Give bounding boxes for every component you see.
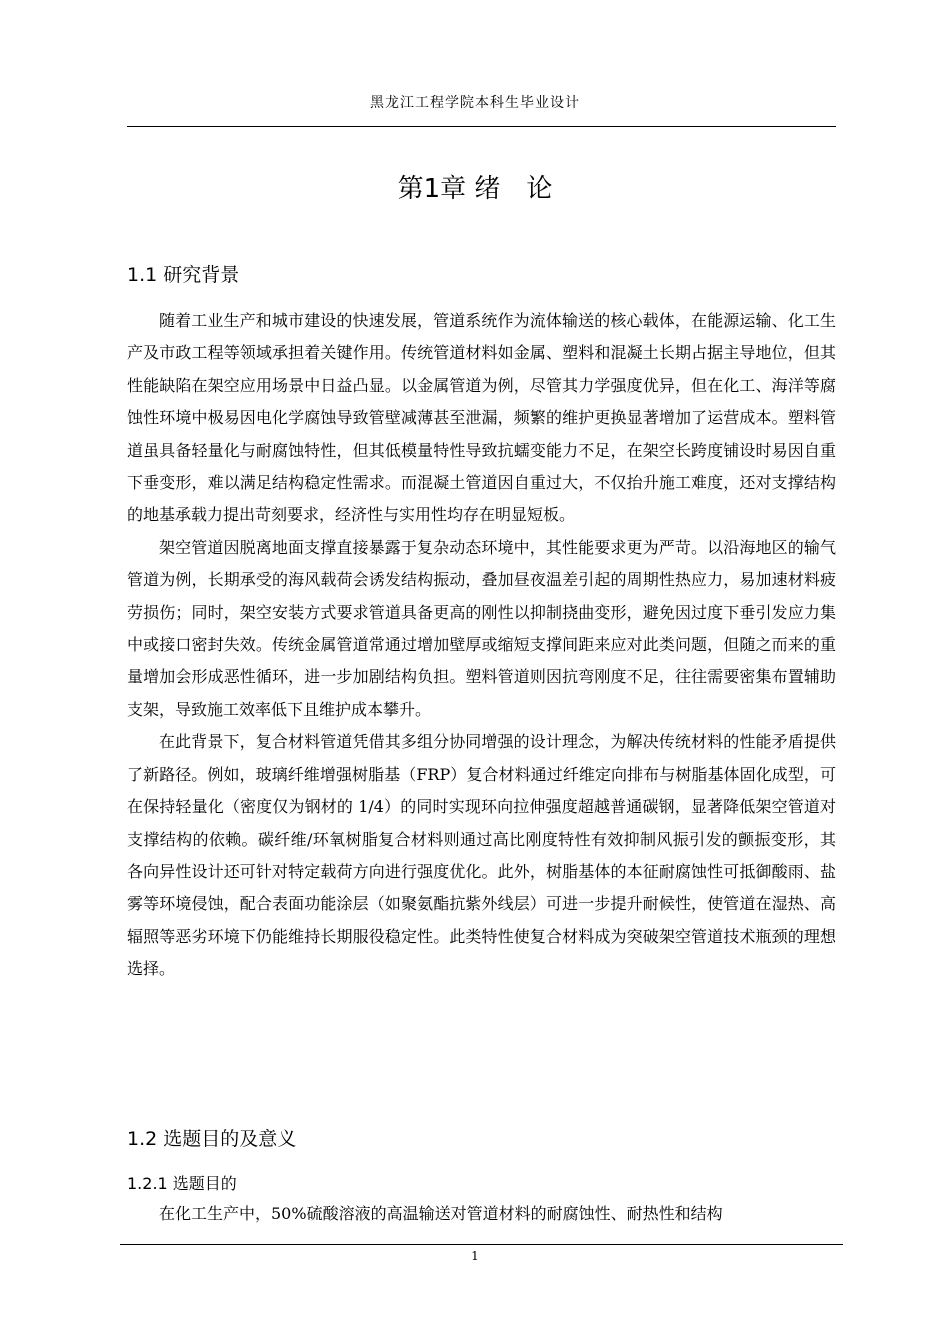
paragraph-3: 在此背景下，复合材料管道凭借其多组分协同增强的设计理念，为解决传统材料的性能矛盾提供了新路径。例如，玻璃纤维增强树脂基（FRP）复合材料通过纤维定向排布与树脂基体固化成型，可在保持轻量化（密度仅为钢材的 1/4）的同时实现环向拉伸强度超越普通碳钢，显著降低架空管道对支撑结构的依赖。碳纤维/环氧树脂复合材料则通过高比刚度特性有效抑制风振引发的颤振变形，其各向异性设计还可针对特定载荷方向进行强度优化。此外，树脂基体的本征耐腐蚀性可抵御酸雨、盐雾等环境侵蚀，配合表面功能涂层（如聚氨酯抗紫外线层）可进一步提升耐候性，使管道在湿热、高辐照等恶劣环境下仍能维持长期服役稳定性。此类特性使复合材料成为突破架空管道技术瓶颈的理想选择。: [127, 732, 836, 979]
header-rule: [127, 126, 836, 127]
body-section-1-2-1: [127, 1198, 836, 1230]
paragraph-2: 架空管道因脱离地面支撑直接暴露于复杂动态环境中，其性能要求更为严苛。以沿海地区的输气管道为例，长期承受的海风载荷会诱发结构振动，叠加昼夜温差引起的周期性热应力，易加速材料疲劳损伤；同时，架空安装方式要求管道具备更高的刚性以抑制挠曲变形，避免因过度下垂引发应力集中或接口密封失效。传统金属管道常通过增加壁厚或缩短支撑间距来应对此类问题，但随之而来的重量增加会形成恶性循环，进一步加剧结构负担。塑料管道则因抗弯刚度不足，往往需要密集布置辅助支架，导致施工效率低下且维护成本攀升。: [127, 537, 836, 719]
section-heading-1-2-1: 1.2.1 选题目的: [127, 1174, 237, 1193]
paragraph-4: 在化工生产中，50%硫酸溶液的高温输送对管道材料的耐腐蚀性、耐热性和结构: [159, 1204, 723, 1223]
running-header: 黑龙江工程学院本科生毕业设计: [370, 95, 580, 111]
section-heading-1-2: 1.2 选题目的及意义: [127, 1128, 297, 1150]
paragraph-1: 随着工业生产和城市建设的快速发展，管道系统作为流体输送的核心载体，在能源运输、化工生产及市政工程等领域承担着关键作用。传统管道材料如金属、塑料和混凝土长期占据主导地位，但其性能缺陷在架空应用场景中日益凸显。以金属管道为例，尽管其力学强度优异，但在化工、海洋等腐蚀性环境中极易因电化学腐蚀导致管壁减薄甚至泄漏，频繁的维护更换显著增加了运营成本。塑料管道虽具备轻量化与耐腐蚀特性，但其低模量特性导致抗蠕变能力不足，在架空长跨度铺设时易因自重下垂变形，难以满足结构稳定性需求。而混凝土管道因自重过大，不仅抬升施工难度，还对支撑结构的地基承载力提出苛刻要求，经济性与实用性均存在明显短板。: [127, 311, 836, 525]
page-number: 1: [471, 1249, 479, 1263]
section-heading-1-1: 1.1 研究背景: [127, 264, 240, 286]
body-section-1-1: [127, 305, 836, 986]
chapter-title: 第1章 绪 论: [397, 174, 553, 204]
footer-rule: [120, 1244, 843, 1245]
